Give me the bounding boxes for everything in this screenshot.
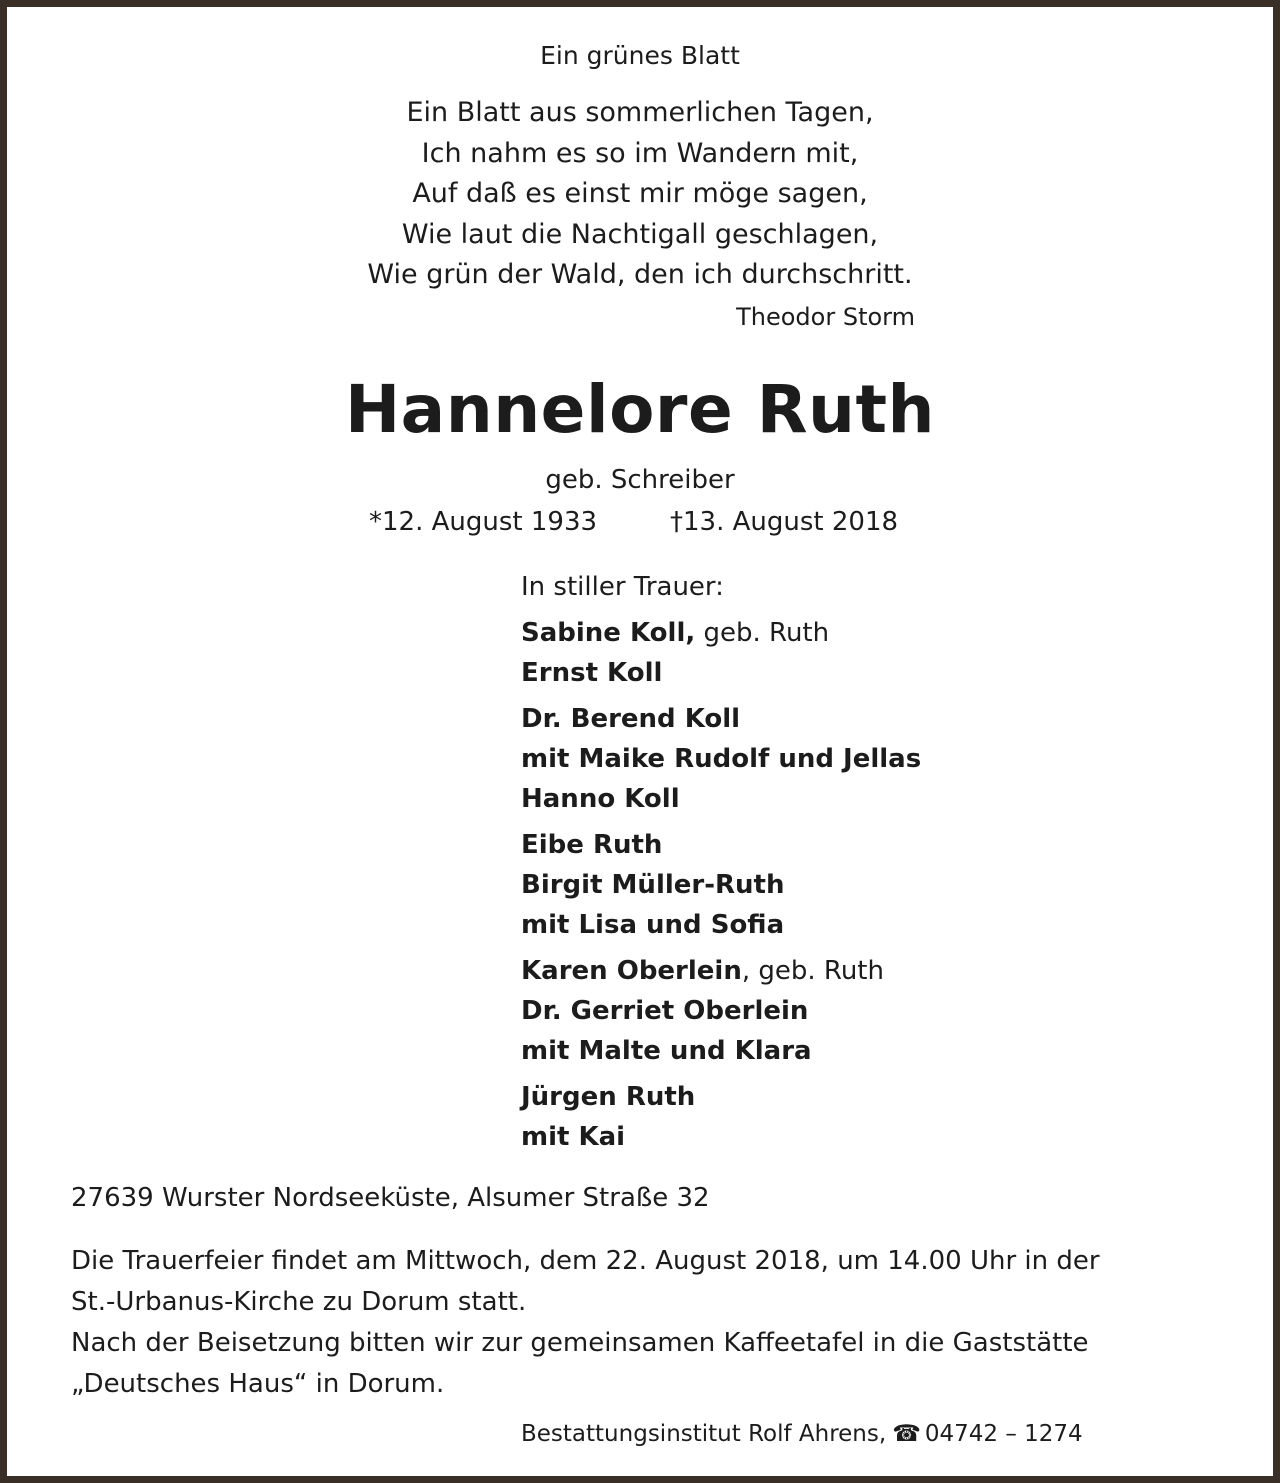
mourners-intro: In stiller Trauer: (521, 572, 724, 602)
mourner-name: Dr. Berend Koll (521, 704, 741, 734)
mourner-entry (521, 865, 921, 905)
maiden-name: geb. Schreiber (545, 465, 735, 495)
mourner-entry (521, 1031, 921, 1071)
mourner-name: Jürgen Ruth (521, 1082, 696, 1112)
poem-title: Ein grünes Blatt (540, 41, 740, 70)
mourner-name: Karen Oberlein (521, 956, 742, 986)
family-address: 27639 Wurster Nordseeküste, Alsumer Straße 32 (71, 1183, 710, 1213)
telephone-icon: ☎ (892, 1421, 921, 1447)
mourner-name: mit Lisa und Sofia (521, 910, 785, 940)
mourner-entry (521, 779, 921, 819)
mourner-name: Sabine Koll, (521, 618, 696, 648)
notice-line: St.-Urbanus-Kirche zu Dorum statt. (71, 1287, 527, 1317)
mourner-entry (521, 951, 921, 991)
poem-verse (7, 93, 1273, 296)
mourner-entry (521, 905, 921, 945)
birth-date: *12. August 1933 (369, 507, 598, 537)
mourner-note: geb. Ruth (695, 618, 830, 648)
mourner-entry (521, 1117, 921, 1157)
mourner-name: mit Malte und Klara (521, 1036, 812, 1066)
mourner-name: mit Kai (521, 1122, 626, 1152)
mourner-entry (521, 613, 921, 653)
poem-line: Wie laut die Nachtigall geschlagen, (401, 218, 879, 250)
mourner-name: Eibe Ruth (521, 830, 663, 860)
notice-line: „Deutsches Haus“ in Dorum. (71, 1369, 445, 1399)
deceased-name: Hannelore Ruth (344, 371, 936, 448)
funeral-home-contact (521, 1421, 1083, 1447)
poem-line: Auf daß es einst mir möge sagen, (412, 178, 868, 210)
mourner-name: Birgit Müller-Ruth (521, 870, 785, 900)
mourner-entry (521, 699, 921, 739)
poem-line: Wie grün der Wald, den ich durchschritt. (367, 259, 913, 291)
mourner-entry (521, 825, 921, 865)
mourner-name: mit Maike Rudolf und Jellas (521, 744, 922, 774)
death-date: †13. August 2018 (670, 507, 899, 537)
funeral-home-name: Bestattungsinstitut Rolf Ahrens, (521, 1421, 887, 1447)
poem-author: Theodor Storm (736, 303, 915, 331)
mourner-name: Hanno Koll (521, 784, 680, 814)
funeral-notice (71, 1241, 1100, 1405)
mourner-entry (521, 1077, 921, 1117)
mourner-name: Ernst Koll (521, 658, 663, 688)
funeral-home-phone: 04742 – 1274 (924, 1421, 1083, 1447)
notice-line: Die Trauerfeier findet am Mittwoch, dem 22. August 2018, um 14.00 Uhr in der (71, 1246, 1100, 1276)
mourner-entry (521, 739, 921, 779)
mourner-entry (521, 653, 921, 693)
mourner-entry (521, 991, 921, 1031)
poem-line: Ein Blatt aus sommerlichen Tagen, (406, 97, 874, 128)
mourner-note: , geb. Ruth (741, 956, 884, 986)
mourner-name: Dr. Gerriet Oberlein (521, 996, 809, 1026)
poem-line: Ich nahm es so im Wandern mit, (421, 137, 859, 169)
notice-line: Nach der Beisetzung bitten wir zur gemeinsamen Kaffeetafel in die Gaststätte (71, 1328, 1089, 1358)
mourners-list (521, 567, 921, 1157)
